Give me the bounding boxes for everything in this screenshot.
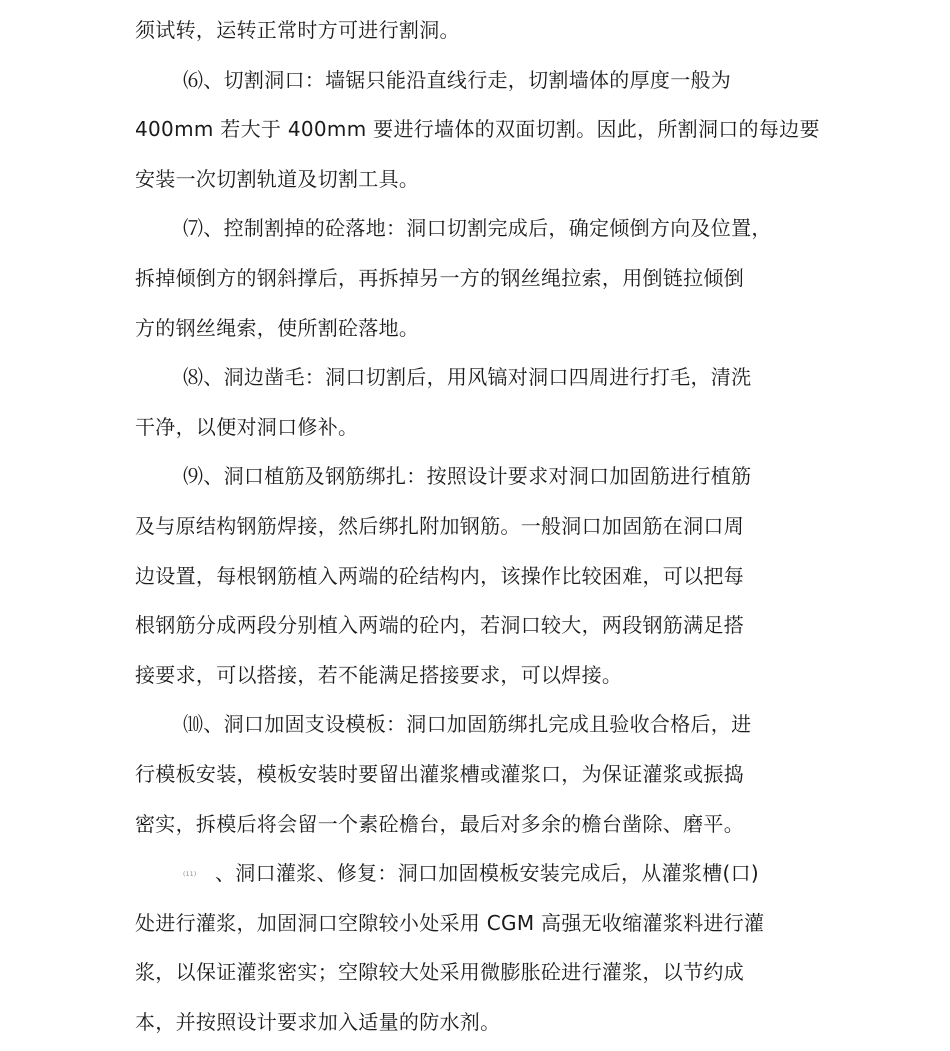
text-line-13: 根钢筋分成两段分别植入两端的砼内，若洞口较大，两段钢筋满足搭 <box>135 613 744 638</box>
text-line-17: 密实，拆模后将会留一个素砼檐台，最后对多余的檐台凿除、磨平。 <box>135 811 744 836</box>
item-number-mark: (11) <box>183 870 197 878</box>
text-line-12: 边设置，每根钢筋植入两端的砼结构内，该操作比较困难，可以把每 <box>135 563 744 588</box>
text-line-16: 行模板安装，模板安装时要留出灌浆槽或灌浆口，为保证灌浆或振捣 <box>135 761 744 786</box>
text-line-19: 处进行灌浆，加固洞口空隙较小处采用 CGM 高强无收缩灌浆料进行灌 <box>135 910 765 935</box>
text-line-14: 接要求，可以搭接，若不能满足搭接要求，可以焊接。 <box>135 662 623 687</box>
text-line-18 <box>135 853 825 903</box>
text-line-2: ⑹、切割洞口：墙锯只能沿直线行走，切割墙体的厚度一般为 <box>183 67 732 92</box>
text-line-4: 安装一次切割轨道及切割工具。 <box>135 166 420 191</box>
text-line-11: 及与原结构钢筋焊接，然后绑扎附加钢筋。一般洞口加固筋在洞口周 <box>135 513 744 538</box>
text-line-9: 干净，以便对洞口修补。 <box>135 414 359 439</box>
text-line-5: ⑺、控制割掉的砼落地：洞口切割完成后，确定倾倒方向及位置， <box>183 216 772 241</box>
text-line-1: 须试转，运转正常时方可进行割洞。 <box>135 18 460 42</box>
text-line-3: 400mm 若大于 400mm 要进行墙体的双面切割。因此，所割洞口的每边要 <box>135 117 820 142</box>
text-line-6: 拆掉倾倒方的钢斜撑后，再拆掉另一方的钢丝绳拉索，用倒链拉倾倒 <box>135 265 744 290</box>
text-line-7: 方的钢丝绳索，使所割砼落地。 <box>135 315 420 340</box>
document-page <box>135 10 825 1051</box>
text-line-15: ⑽、洞口加固支设模板：洞口加固筋绑扎完成且验收合格后，进 <box>183 712 752 737</box>
text-line-21: 本，并按照设计要求加入适量的防水剂。 <box>135 1009 501 1034</box>
text-line-20: 浆，以保证灌浆密实；空隙较大处采用微膨胀砼进行灌浆，以节约成 <box>135 960 744 985</box>
text-line-8: ⑻、洞边凿毛：洞口切割后，用风镐对洞口四周进行打毛，清洗 <box>183 365 752 390</box>
text-line-10: ⑼、洞口植筋及钢筋绑扎：按照设计要求对洞口加固筋进行植筋 <box>183 464 752 489</box>
text-line-18-content: 、洞口灌浆、修复：洞口加固模板安装完成后，从灌浆槽(口) <box>215 861 760 886</box>
